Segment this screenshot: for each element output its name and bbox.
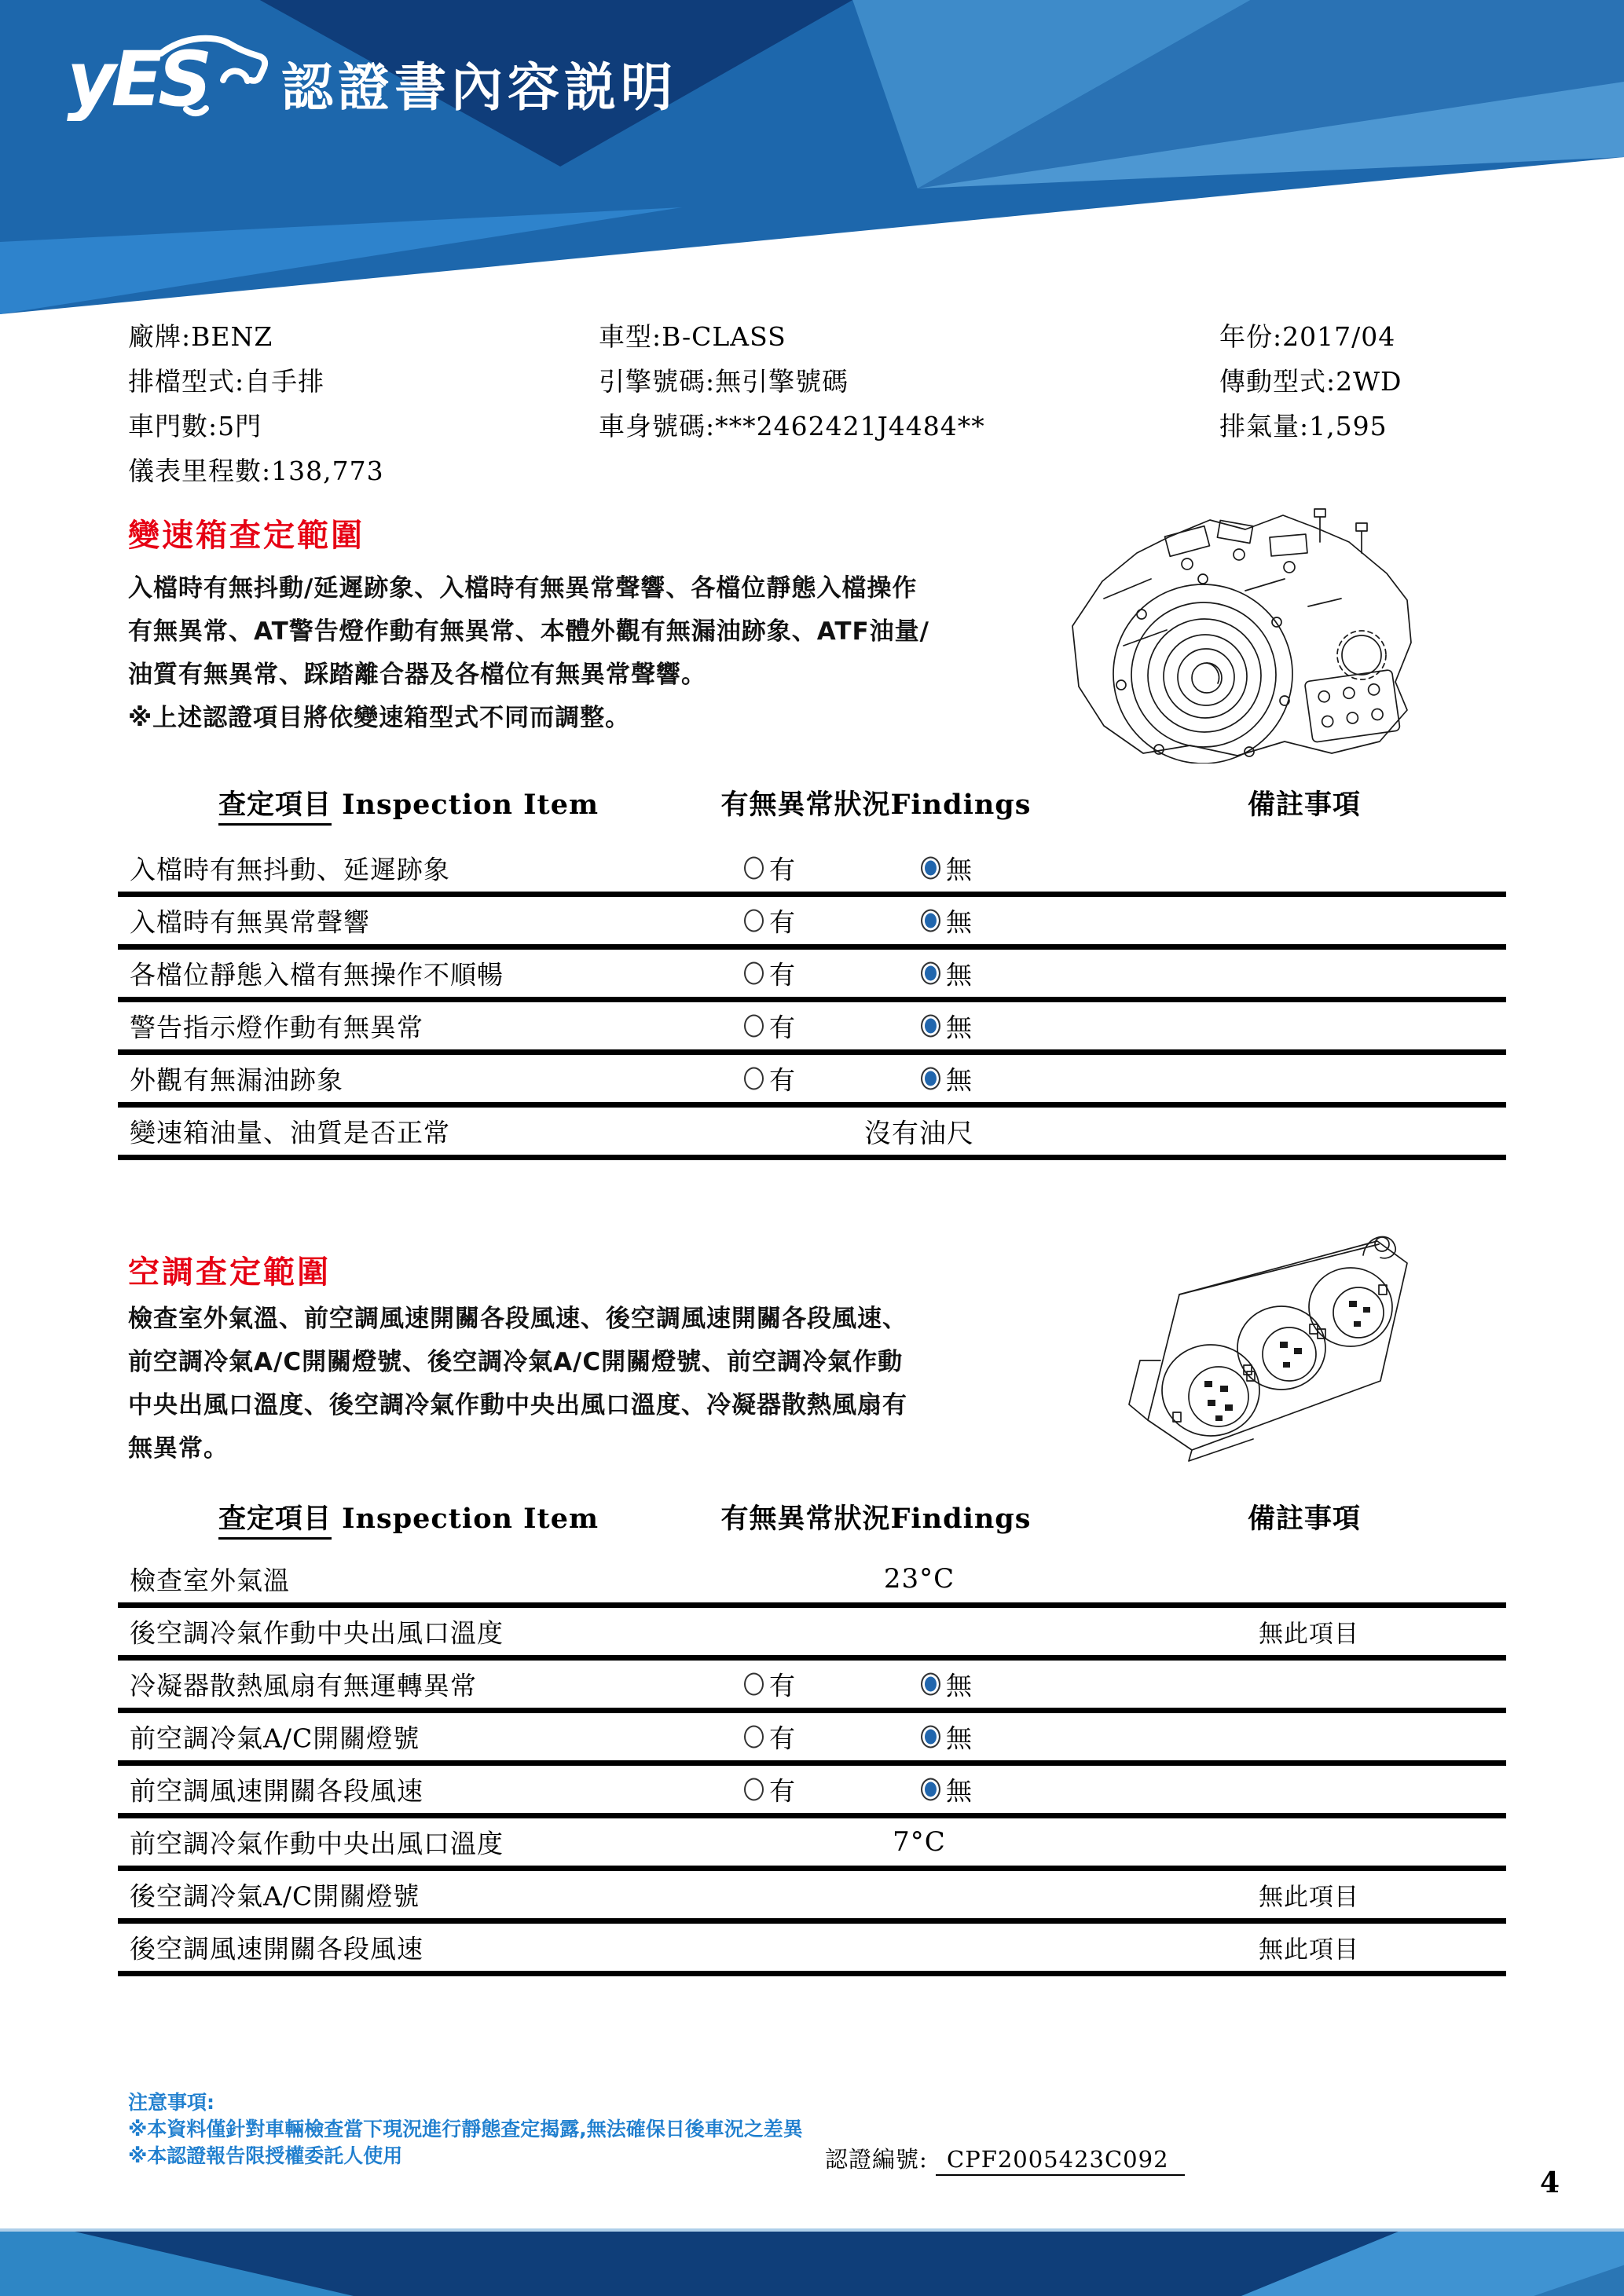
remark-value: 無此項目 <box>1259 1883 1359 1912</box>
caution-notes-title: 注意事項: <box>128 2091 214 2114</box>
inspection-item-label: 入檔時有無異常聲響 <box>130 906 370 938</box>
vehicle-info-item: 年份:2017/04 <box>1219 321 1396 352</box>
vehicle-info-item: 儀表里程數:138,773 <box>128 456 384 486</box>
vehicle-info-item: 車型:B-CLASS <box>599 321 786 352</box>
section-description-transmission <box>128 567 1134 740</box>
inspection-item-label: 警告指示燈作動有無異常 <box>130 1012 423 1043</box>
radio-selected-icon <box>921 910 940 932</box>
radio-option-label: 有 <box>769 854 795 885</box>
table-row <box>118 1871 1506 1924</box>
inspection-item-label: 冷凝器散熱風扇有無運轉異常 <box>130 1670 477 1701</box>
column-header-remarks: 備註事項 <box>1247 1503 1361 1535</box>
section-description-line: 無異常。 <box>128 1434 229 1463</box>
radio-option-wu <box>921 955 972 992</box>
radio-option-label: 無 <box>946 854 972 885</box>
column-header-inspection-item: 查定項目 Inspection Item <box>149 1497 668 1536</box>
radio-unselected-icon <box>744 857 764 880</box>
ac-dial-left <box>1162 1345 1259 1436</box>
radio-selected-icon <box>921 1067 940 1090</box>
remark-value: 無此項目 <box>1259 1620 1359 1649</box>
vehicle-info-item: 傳動型式:2WD <box>1219 366 1402 397</box>
ac-dial-center <box>1237 1306 1325 1390</box>
vehicle-info-item: 車門數:5門 <box>128 411 262 441</box>
table-row <box>118 1818 1506 1871</box>
certificate-number-label: 認證編號: <box>825 2146 928 2173</box>
caution-notes <box>128 2089 803 2170</box>
inspection-item-label: 前空調風速開關各段風速 <box>130 1775 423 1807</box>
column-header-findings: 有無異常狀況Findings <box>720 1503 1032 1535</box>
transmission-illustration <box>1049 504 1426 764</box>
radio-option-wu <box>921 903 972 939</box>
ac-control-panel-illustration <box>1104 1218 1428 1472</box>
section-description-line: 入檔時有無抖動/延遲跡象、入檔時有無異常聲響、各檔位靜態入檔操作 <box>128 574 918 602</box>
inspection-table-ac <box>118 1478 1506 1976</box>
page-title: 認證書內容説明 <box>281 57 677 118</box>
column-header-inspection-item: 查定項目 Inspection Item <box>149 783 668 822</box>
inspection-item-label: 後空調風速開關各段風速 <box>130 1933 423 1965</box>
section-description-line: 有無異常、AT警告燈作動有無異常、本體外觀有無漏油跡象、ATF油量/ <box>128 617 929 646</box>
table-row <box>118 950 1506 1002</box>
radio-option-label: 有 <box>769 906 795 938</box>
yes-logo <box>67 33 273 121</box>
certificate-number-line <box>825 2142 1185 2174</box>
table-header-row <box>118 1478 1506 1555</box>
radio-option-wu <box>921 1719 972 1756</box>
radio-unselected-icon <box>744 1067 764 1090</box>
radio-unselected-icon <box>744 1015 764 1038</box>
section-description-line: 油質有無異常、踩踏離合器及各檔位有無異常聲響。 <box>128 661 706 689</box>
table-row <box>118 844 1506 897</box>
inspection-item-label: 後空調冷氣作動中央出風口溫度 <box>130 1617 504 1649</box>
section-description-line: 中央出風口溫度、後空調冷氣作動中央出風口溫度、冷凝器散熱風扇有 <box>128 1391 907 1419</box>
inspection-item-label: 入檔時有無抖動、延遲跡象 <box>130 854 450 885</box>
radio-option-you <box>744 903 795 939</box>
table-row <box>118 897 1506 950</box>
remark-value: 無此項目 <box>1259 1935 1359 1965</box>
certificate-number-value: CPF2005423C092 <box>936 2146 1185 2176</box>
vehicle-info-item: 排檔型式:自手排 <box>128 366 325 397</box>
radio-option-label: 無 <box>946 959 972 991</box>
radio-option-label: 無 <box>946 1064 972 1096</box>
table-row <box>118 1055 1506 1108</box>
table-row <box>118 1608 1506 1661</box>
inspection-table-transmission <box>118 760 1506 1160</box>
yes-logo-text: yES <box>67 35 208 121</box>
footer-banner <box>0 2228 1624 2296</box>
inspection-item-label: 各檔位靜態入檔有無操作不順暢 <box>130 959 504 991</box>
radio-option-label: 有 <box>769 959 795 991</box>
radio-selected-icon <box>921 1726 940 1749</box>
vehicle-info-column <box>1219 314 1402 449</box>
column-header-findings: 有無異常狀況Findings <box>720 788 1032 821</box>
section-title-ac: 空調查定範圍 <box>128 1254 331 1291</box>
inspection-item-label: 變速箱油量、油質是否正常 <box>130 1117 450 1148</box>
radio-unselected-icon <box>744 1778 764 1801</box>
radio-unselected-icon <box>744 910 764 932</box>
radio-option-label: 無 <box>946 1723 972 1754</box>
radio-option-label: 有 <box>769 1723 795 1754</box>
table-row <box>118 1713 1506 1766</box>
footer-top-edge-line <box>0 2228 1624 2232</box>
section-description-line: ※上述認證項目將依變速箱型式不同而調整。 <box>128 704 631 732</box>
section-description-line: 前空調冷氣A/C開關燈號、後空調冷氣A/C開關燈號、前空調冷氣作動 <box>128 1348 904 1376</box>
caution-note-line: ※本資料僅針對車輛檢查當下現況進行靜態查定揭露,無法確保日後車況之差異 <box>128 2118 803 2140</box>
radio-option-wu <box>921 1008 972 1045</box>
table-row <box>118 1766 1506 1818</box>
section-description-ac <box>128 1298 1134 1470</box>
ac-dial-right <box>1309 1268 1392 1346</box>
table-row <box>118 1661 1506 1713</box>
header-banner <box>0 0 1624 314</box>
radio-option-label: 有 <box>769 1775 795 1807</box>
radio-selected-icon <box>921 857 940 880</box>
radio-selected-icon <box>921 1673 940 1696</box>
radio-option-label: 有 <box>769 1012 795 1043</box>
radio-option-label: 有 <box>769 1064 795 1096</box>
radio-unselected-icon <box>744 1673 764 1696</box>
page-number: 4 <box>1539 2166 1560 2199</box>
table-row <box>118 1002 1506 1055</box>
radio-unselected-icon <box>744 962 764 985</box>
radio-option-you <box>744 955 795 992</box>
radio-option-label: 無 <box>946 1775 972 1807</box>
section-description-line: 檢查室外氣溫、前空調風速開關各段風速、後空調風速開關各段風速、 <box>128 1305 907 1333</box>
radio-option-label: 有 <box>769 1670 795 1701</box>
table-header-row <box>118 760 1506 844</box>
finding-value: 沒有油尺 <box>864 1118 974 1150</box>
radio-selected-icon <box>921 962 940 985</box>
table-row <box>118 1108 1506 1160</box>
finding-value: 7°C <box>893 1826 946 1858</box>
radio-option-wu <box>921 1060 972 1097</box>
radio-selected-icon <box>921 1778 940 1801</box>
radio-option-you <box>744 1719 795 1756</box>
radio-option-you <box>744 1666 795 1703</box>
radio-option-you <box>744 1060 795 1097</box>
table-row <box>118 1924 1506 1976</box>
section-title-transmission: 變速箱查定範圍 <box>128 518 365 554</box>
vehicle-info-column <box>599 314 985 449</box>
radio-selected-icon <box>921 1015 940 1038</box>
radio-unselected-icon <box>744 1726 764 1749</box>
radio-option-label: 無 <box>946 1670 972 1701</box>
finding-value: 23°C <box>883 1563 955 1595</box>
radio-option-wu <box>921 1666 972 1703</box>
vehicle-info-column <box>128 314 384 493</box>
radio-option-label: 無 <box>946 906 972 938</box>
inspection-item-label: 前空調冷氣A/C開關燈號 <box>130 1723 420 1754</box>
inspection-item-label: 外觀有無漏油跡象 <box>130 1064 343 1096</box>
radio-option-you <box>744 1771 795 1808</box>
inspection-item-label: 檢查室外氣溫 <box>130 1565 290 1596</box>
vehicle-info <box>0 314 1624 511</box>
inspection-item-label: 後空調冷氣A/C開關燈號 <box>130 1880 420 1912</box>
caution-note-line: ※本認證報告限授權委託人使用 <box>128 2144 403 2167</box>
radio-option-label: 無 <box>946 1012 972 1043</box>
radio-option-you <box>744 850 795 887</box>
vehicle-info-item: 排氣量:1,595 <box>1219 411 1388 441</box>
radio-option-you <box>744 1008 795 1045</box>
inspection-item-label: 前空調冷氣作動中央出風口溫度 <box>130 1828 504 1859</box>
vehicle-info-item: 廠牌:BENZ <box>128 321 273 352</box>
table-row <box>118 1555 1506 1608</box>
radio-option-wu <box>921 850 972 887</box>
column-header-remarks: 備註事項 <box>1247 788 1361 821</box>
radio-option-wu <box>921 1771 972 1808</box>
vehicle-info-item: 引擎號碼:無引擎號碼 <box>599 366 849 397</box>
vehicle-info-item: 車身號碼:***2462421J4484** <box>599 411 985 441</box>
